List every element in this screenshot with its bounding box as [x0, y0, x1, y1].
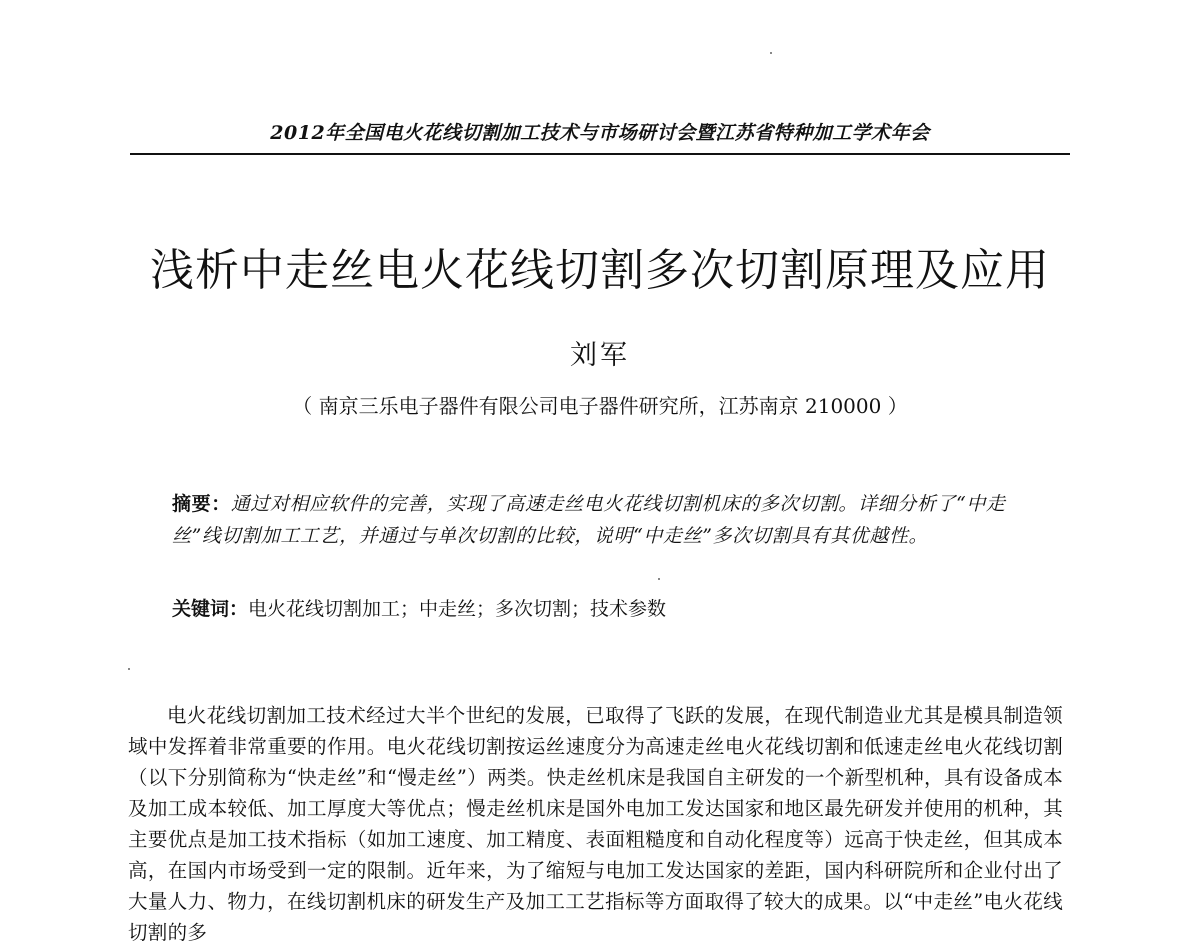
- body-paragraph: 电火花线切割加工技术经过大半个世纪的发展，已取得了飞跃的发展，在现代制造业尤其是模具制造领域中发挥着非常重要的作用。电火花线切割按运丝速度分为高速走丝电火花线切割和低速走丝电火花线切割（以下分别简称为“快走丝”和“慢走丝”）两类。快走丝机床是我国自主研发的一个新型机种，具有设备成本及加工成本较低、加工厚度大等优点；慢走丝机床是国外电加工发达国家和地区最先研发并使用的机种，其主要优点是加工技术指标（如加工速度、加工精度、表面粗糙度和自动化程度等）远高于快走丝，但其成本高，在国内市场受到一定的限制。近年来，为了缩短与电加工发达国家的差距，国内科研院所和企业付出了大量人力、物力，在线切割机床的研发生产及加工工艺指标等方面取得了较大的成果。以“中走丝”电火花线切割的多: [128, 704, 1063, 944]
- paper-title: 浅析中走丝电火花线切割多次切割原理及应用: [150, 245, 1050, 296]
- keywords-text: 电火花线切割加工；中走丝；多次切割；技术参数: [248, 598, 667, 620]
- scan-speck: [128, 668, 130, 670]
- abstract-text: 通过对相应软件的完善，实现了高速走丝电火花线切割机床的多次切割。详细分析了“中走丝”线切割加工工艺，并通过与单次切割的比较，说明“中走丝”多次切割具有其优越性。: [172, 493, 1006, 547]
- abstract: [172, 488, 1032, 552]
- author-affiliation: （ 南京三乐电子器件有限公司电子器件研究所，江苏南京 210000 ）: [292, 394, 908, 418]
- author-name: 刘军: [570, 340, 630, 371]
- keywords: [172, 593, 1032, 625]
- running-head: 2012年全国电火花线切割加工技术与市场研讨会暨江苏省特种加工学术年会: [270, 122, 930, 144]
- scan-speck: [770, 52, 772, 54]
- header-rule: [130, 153, 1070, 155]
- keywords-label: 关键词：: [172, 598, 249, 620]
- abstract-label: 摘要：: [172, 493, 231, 515]
- scan-speck: [658, 578, 660, 580]
